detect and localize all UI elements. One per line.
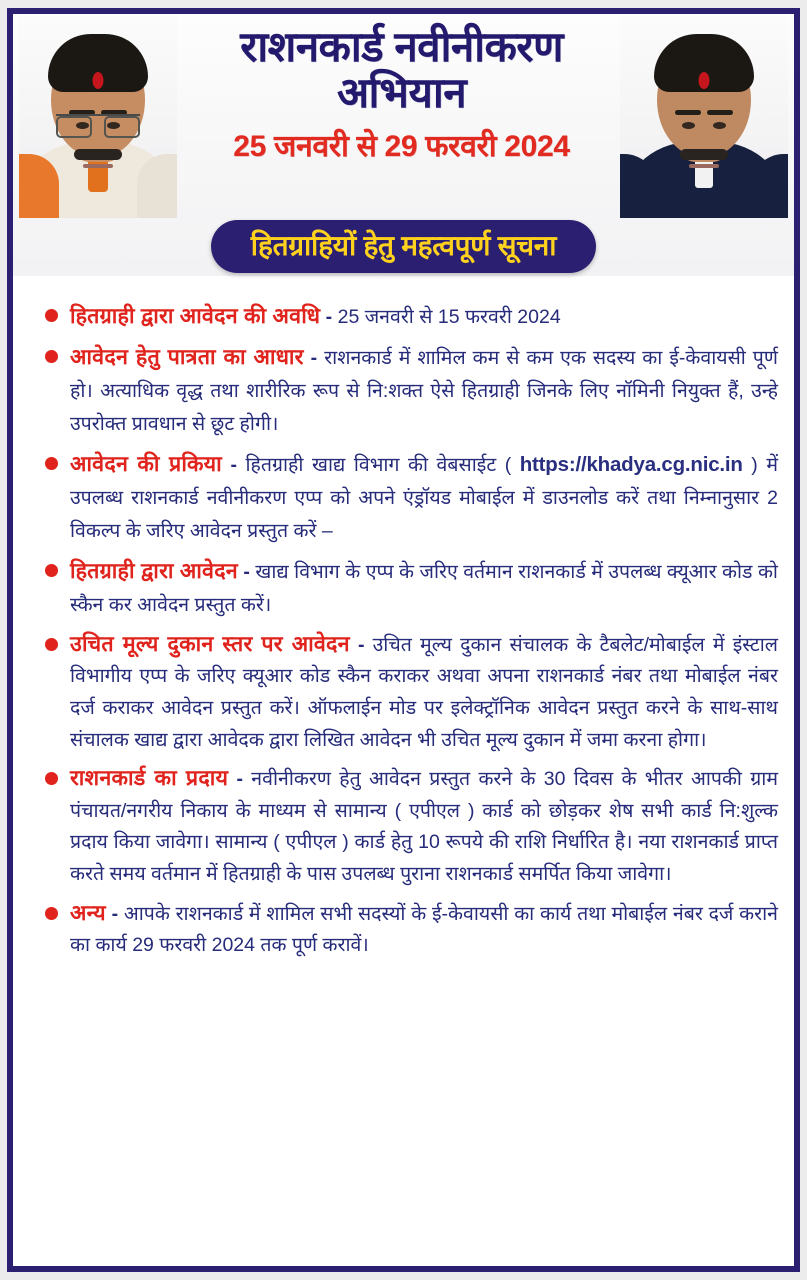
poster-header [13,14,794,276]
tilak-icon [93,72,104,89]
list-item-dash: - [237,560,256,583]
list-item-body [70,896,778,962]
list-item-text: आपके राशनकार्ड में शामिल सभी सदस्यों के ई-केवायसी का कार्य तथा मोबाईल नंबर दर्ज कराने का कार्य 29 फरवरी 2024 तक पूर्ण करावें। [70,902,778,957]
list-item-lead: उचित मूल्य दुकान स्तर पर आवेदन [70,631,350,656]
bullet-icon [45,638,58,651]
list-item-dash: - [320,306,338,328]
list-item-text: उचित मूल्य दुकान संचालक के टैबलेट/मोबाईल में इंस्टाल विभागीय एप्प के जरिए क्यूआर कोड स्कैन कराकर अथवा अपना राशनकार्ड नंबर तथा मोबाईल नंबर दर्ज कराकर आवेदन प्रस्तुत करें। ऑफलाईन मोड पर इलेक्ट्रॉनिक आवेदन प्रस्तुत करने के साथ-साथ संचालक खाद्य द्वारा आवेदक द्वारा लिखित आवेदन भी उचित मूल्य दुकान में जमा करना होगा। [70,633,778,751]
list-item-text-before-url: हितग्राही खाद्य विभाग की वेबसाईट ( [245,453,520,476]
header-titles [181,24,622,165]
list-item-lead: आवेदन की प्रकिया [70,451,222,476]
list-item-lead: हितग्राही द्वारा आवेदन [70,558,238,583]
subtitle-banner [13,220,794,273]
bullet-icon [45,457,58,470]
khadya-portal-link[interactable]: https://khadya.cg.nic.in [519,452,743,476]
list-item-body [70,553,778,622]
campaign-dates: 25 जनवरी से 29 फरवरी 2024 [233,130,570,164]
list-item-dash: - [303,347,325,370]
list-item-body [70,761,778,891]
bullet-icon [45,309,58,322]
list-item [31,298,778,334]
bullet-icon [45,564,58,577]
list-item-lead: हितग्राही द्वारा आवेदन की अवधि [70,304,321,328]
bullet-icon [45,350,58,363]
list-item-lead: राशनकार्ड का प्रदाय [70,766,229,791]
notice-list [13,276,794,977]
poster-frame [7,8,800,1272]
list-item-body [70,298,778,334]
list-item [31,339,778,441]
list-item-text-after-url: ) में उपलब्ध राशनकार्ड नवीनीकरण एप्प को अपने एंड्रॉयड मोबाईल में डाउनलोड करें तथा निम्नानुसार 2 विकल्प के जरिए आवेदन प्रस्तुत करें – [70,453,778,542]
list-item-text: राशनकार्ड में शामिल कम से कम एक सदस्य का ई-केवायसी पूर्ण हो। अत्याधिक वृद्ध तथा शारीरिक रूप से नि:शक्त ऐसे हितग्राही जिनके लिए नॉमिनी नियुक्त हैं, उन्हे उपरोक्त प्रावधान से छूट होगी। [70,347,778,435]
list-item [31,446,778,548]
poster-title-line1: राशनकार्ड नवीनीकरण [240,23,563,70]
bullet-icon [45,772,58,785]
bullet-icon [45,907,58,920]
poster-title-line2: अभियान [336,69,467,117]
list-item-text: 25 जनवरी से 15 फरवरी 2024 [337,306,561,328]
list-item-lead: आवेदन हेतु पात्रता का आधार [70,345,304,370]
list-item-body [70,339,778,441]
list-item-text: नवीनीकरण हेतु आवेदन प्रस्तुत करने के 30 दिवस के भीतर आपकी ग्राम पंचायत/नगरीय निकाय के माध्यम से सामान्य ( एपीएल ) कार्ड को छोड़कर शेष सभी कार्ड नि:शुल्क प्रदाय किया जावेगा। सामान्य ( एपीएल ) कार्ड हेतु 10 रूपये की राशि निर्धारित है। नया राशनकार्ड प्राप्त करते समय वर्तमान में हितग्राही के पास उपलब्ध पुराना राशनकार्ड समर्पित किया जावेगा। [70,768,778,886]
left-portrait-photo [19,16,177,218]
list-item-body [70,446,778,548]
list-item-dash: - [349,633,373,656]
list-item [31,896,778,962]
list-item [31,553,778,622]
right-portrait-photo [620,16,788,218]
list-item-body [70,627,778,757]
list-item-dash: - [105,902,124,925]
list-item-dash: - [221,453,246,476]
list-item-dash: - [228,768,252,791]
list-item [31,627,778,757]
list-item-lead: अन्य [70,900,106,925]
list-item [31,761,778,891]
subtitle-banner-text: हितग्राहियों हेतु महत्वपूर्ण सूचना [211,220,596,273]
list-item-text: खाद्य विभाग के एप्प के जरिए वर्तमान राशनकार्ड में उपलब्ध क्यूआर कोड को स्कैन कर आवेदन प्रस्तुत करें। [70,560,778,616]
tilak-icon [699,72,710,89]
